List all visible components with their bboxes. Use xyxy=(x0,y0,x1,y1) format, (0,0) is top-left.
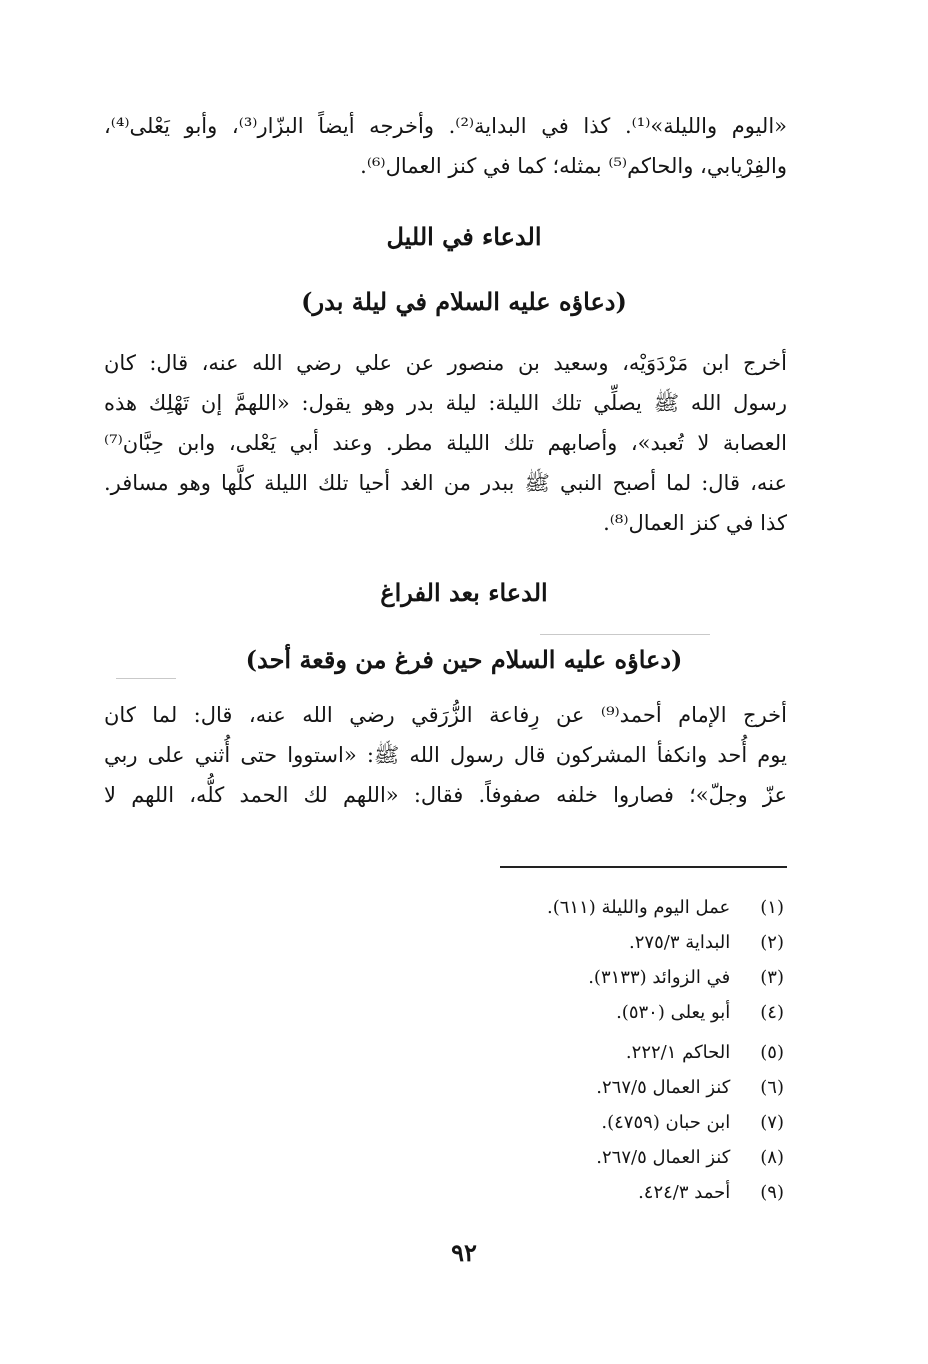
footnote-text: عمل اليوم والليلة (٦١١). xyxy=(546,897,731,918)
badr-line: عنه، قال: لما أصبح النبي ﷺ ببدر من الغد أحيا تلك الليلة كلَّها وهو مسافر. xyxy=(104,471,787,495)
intro-paragraph xyxy=(104,106,787,186)
footnote-number: (٢) xyxy=(760,932,784,953)
footnote-separator xyxy=(500,866,787,868)
badr-line-last: كذا في كنز العمال⁽⁸⁾. xyxy=(603,511,787,535)
footnote-text: كنز العمال ٢٦٧/٥. xyxy=(596,1077,731,1098)
footnote-9 xyxy=(638,1181,784,1205)
badr-line: أخرج ابن مَرْدَوَيْه، وسعيد بن منصور عن علي رضي الله عنه، قال: كان xyxy=(104,351,787,375)
footnote-1 xyxy=(547,896,784,920)
footnote-8 xyxy=(596,1146,784,1170)
badr-line: العصابة لا تُعبد»، وأصابهم تلك الليلة مطر. وعند أبي يَعْلى، وابن حِبَّان⁽⁷⁾ xyxy=(104,431,787,455)
footnote-text: البداية ٢٧٥/٣. xyxy=(629,932,731,953)
footnote-number: (٥) xyxy=(760,1042,784,1063)
footnote-number: (١) xyxy=(760,897,784,918)
footnote-text: الحاكم ٢٢٢/١. xyxy=(625,1042,731,1063)
footnote-number: (٤) xyxy=(760,1002,784,1023)
uhud-paragraph xyxy=(104,695,787,815)
page-number: ٩٢ xyxy=(451,1238,477,1267)
scan-mark xyxy=(116,678,176,679)
uhud-line: يوم أُحد وانكفأ المشركون قال رسول الله ﷺ: «استووا حتى أُثني على ربي xyxy=(104,743,787,767)
footnote-3 xyxy=(588,966,784,990)
footnote-text: كنز العمال ٢٦٧/٥. xyxy=(596,1147,731,1168)
footnote-2 xyxy=(629,931,784,955)
footnote-5 xyxy=(626,1041,784,1065)
footnote-text: ابن حبان (٤٧٥٩). xyxy=(601,1112,731,1133)
intro-line-last: والفِرْيابي، والحاكم⁽⁵⁾ بمثله؛ كما في كنز العمال⁽⁶⁾. xyxy=(360,154,787,178)
footnote-number: (٦) xyxy=(760,1077,784,1098)
footnote-text: أحمد ٤٢٤/٣. xyxy=(638,1182,731,1203)
badr-paragraph xyxy=(104,343,787,543)
footnote-number: (٣) xyxy=(760,967,784,988)
scan-mark xyxy=(540,634,710,635)
footnote-number: (٩) xyxy=(760,1182,784,1203)
footnote-7 xyxy=(601,1111,784,1135)
subheading-badr: (دعاؤه عليه السلام في ليلة بدر) xyxy=(301,287,627,316)
subheading-uhud: (دعاؤه عليه السلام حين فرغ من وقعة أحد) xyxy=(245,645,683,674)
badr-line: رسول الله ﷺ يصلِّي تلك الليلة: ليلة بدر وهو يقول: «اللهمَّ إن تَهْلِك هذه xyxy=(104,391,787,415)
uhud-line: أخرج الإمام أحمد⁽⁹⁾ عن رِفاعة الزُّرَقي رضي الله عنه، قال: لما كان xyxy=(104,703,788,727)
section-heading-night-prayer: الدعاء في الليل xyxy=(386,222,542,251)
uhud-line: عزّ وجلّ»؛ فصاروا خلفه صفوفاً. فقال: «اللهم لك الحمد كلُّه، اللهم لا xyxy=(104,783,787,807)
footnote-number: (٨) xyxy=(760,1147,784,1168)
footnote-6 xyxy=(596,1076,784,1100)
footnote-number: (٧) xyxy=(760,1112,784,1133)
intro-line: «اليوم والليلة»⁽¹⁾. كذا في البداية⁽²⁾. وأخرجه أيضاً البزّار⁽³⁾، وأبو يَعْلى⁽⁴⁾، xyxy=(104,114,788,138)
footnote-text: أبو يعلى (٥٣٠). xyxy=(616,1002,731,1023)
section-heading-after-finishing: الدعاء بعد الفراغ xyxy=(380,578,548,607)
footnote-4 xyxy=(616,1001,784,1025)
footnote-text: في الزوائد (٣١٣٣). xyxy=(588,967,731,988)
